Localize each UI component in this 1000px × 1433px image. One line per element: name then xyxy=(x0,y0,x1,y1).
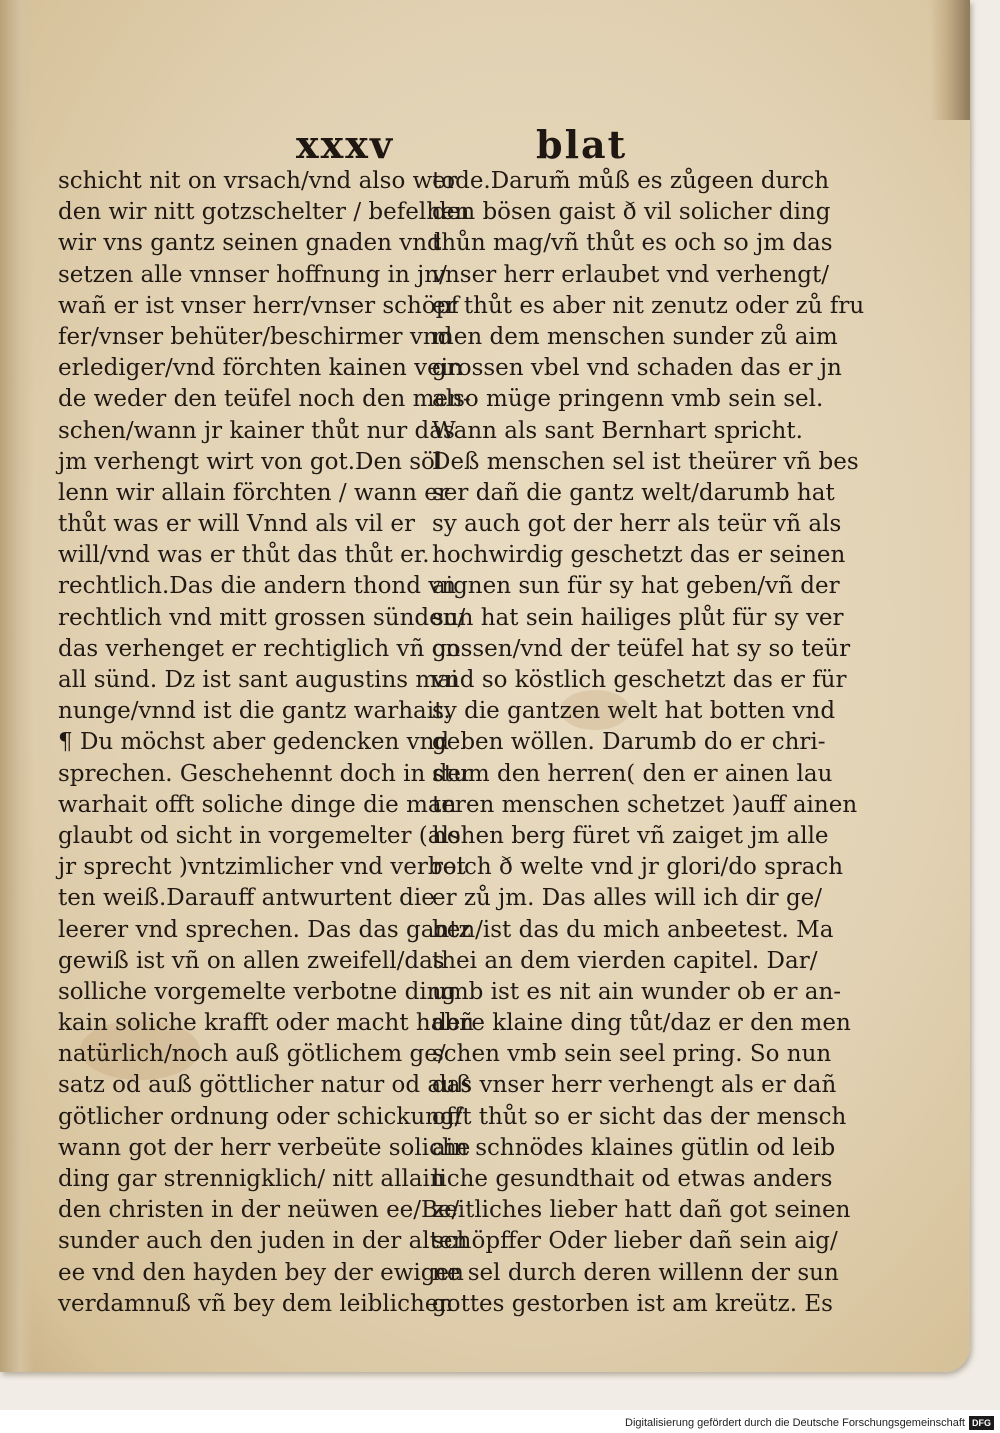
right-column-line: schen vmb sein seel pring. So nun xyxy=(432,1041,832,1068)
left-column-line: wann got der herr verbeüte soliche xyxy=(58,1134,471,1161)
right-column-line: zeitliches lieber hatt dañ got seinen xyxy=(432,1197,851,1224)
right-column-line: thei an dem vierden capitel. Dar/ xyxy=(432,947,818,974)
right-column-line: also müge pringenn vmb sein sel. xyxy=(432,386,824,413)
right-column-line: stum den herren( den er ainen lau xyxy=(432,760,833,787)
left-column-line: jm verhengt wirt von got.Den söl xyxy=(58,448,443,475)
right-column-line: ben/ist das du mich anbeetest. Ma xyxy=(432,916,834,943)
left-column-line: schen/wann jr kainer thůt nur das xyxy=(58,417,455,444)
right-column-line: schöpffer Oder lieber dañ sein aig/ xyxy=(432,1228,838,1255)
left-column-line: verdamnuß vñ bey dem leiblichen xyxy=(58,1290,454,1317)
left-column-line: ding gar strennigklich/ nitt allain xyxy=(58,1166,445,1192)
left-column-line: warhait offt soliche dinge die man xyxy=(58,791,457,818)
folio-number: xxxv xyxy=(296,122,395,167)
right-column-line: sy auch got der herr als teür vñ als xyxy=(432,511,842,538)
left-column-line: nunge/vnnd ist die gantz warhait. xyxy=(58,698,451,725)
left-column-line: schicht nit on vrsach/vnd also wer xyxy=(58,168,457,194)
left-column-line: solliche vorgemelte verbotne ding xyxy=(58,978,457,1005)
right-column-line: ain schnödes klaines gütlin od leib xyxy=(432,1134,836,1161)
right-text-column xyxy=(432,166,865,1320)
left-column-line: setzen alle vnnser hoffnung in jn/ xyxy=(58,261,447,288)
left-column-line: sprechen. Geschehennt doch in der xyxy=(58,760,472,787)
right-column-line: liche gesundthait od etwas anders xyxy=(432,1166,833,1192)
left-column-line: gewiß ist vñ on allen zweifell/das xyxy=(58,947,445,974)
right-column-line: hochwirdig geschetzt das er seinen xyxy=(432,542,846,569)
credit-text: Digitalisierung gefördert durch die Deutsche Forschungsgemeinschaft xyxy=(625,1417,965,1429)
left-column-line: rechtlich.Das die andern thond vn xyxy=(58,573,457,600)
left-column-line: rechtlich vnd mitt grossen sünden/ xyxy=(58,604,466,631)
page-heading-blat: blat xyxy=(536,122,628,167)
left-column-line: satz od auß göttlicher natur od auß xyxy=(58,1072,472,1099)
right-column-line: reich ð welte vnd jr glori/do sprach xyxy=(432,854,844,881)
right-column-line: tode.Darum̃ můß es zůgeen durch xyxy=(432,168,830,194)
right-column-line: offt thůt so er sicht das der mensch xyxy=(432,1103,847,1130)
right-column-line: vnd so köstlich geschetzt das er für xyxy=(432,667,847,693)
left-column-line: thůt was er will Vnnd als vil er xyxy=(58,511,415,538)
right-column-line: den bösen gaist ð vil solicher ding xyxy=(432,199,831,226)
left-column-line: ¶ Du möchst aber gedencken vnd xyxy=(58,729,450,756)
left-column-line: kain soliche krafft oder macht habñ xyxy=(58,1010,474,1037)
left-column-line: de weder den teüfel noch den men- xyxy=(58,386,471,413)
page-gutter-shadow xyxy=(0,0,34,1372)
left-column-line: ee vnd den hayden bey der ewigen xyxy=(58,1259,464,1286)
left-column-line: den wir nitt gotzschelter / befelhen xyxy=(58,199,470,226)
right-column-line: gottes gestorben ist am kreütz. Es xyxy=(432,1290,833,1317)
right-column-line: vnser herr erlaubet vnd verhengt/ xyxy=(432,261,830,288)
left-column-line: jr sprecht )vntzimlicher vnd verbot xyxy=(58,854,466,881)
right-column-line: dere klaine ding tůt/daz er den men xyxy=(432,1010,851,1037)
left-column-line: leerer vnd sprechen. Das das gantz xyxy=(58,916,471,943)
left-column-line: will/vnd was er thůt das thůt er. xyxy=(58,542,430,569)
right-column-line: men dem menschen sunder zů aim xyxy=(432,323,838,350)
right-column-line: er zů jm. Das alles will ich dir ge/ xyxy=(432,885,823,912)
left-column-line: all sünd. Dz ist sant augustins mai xyxy=(58,667,459,693)
left-column-line: natürlich/noch auß götlichem ge/ xyxy=(58,1041,446,1068)
left-column-line: den christen in der neüwen ee/Be/ xyxy=(58,1197,460,1224)
right-column-line: sun hat sein hailiges plůt für sy ver xyxy=(432,604,844,631)
right-column-line: Wann als sant Bernhart spricht. xyxy=(432,417,803,444)
right-column-line: aignen sun für sy hat geben/vñ der xyxy=(432,573,840,600)
left-column-line: fer/vnser behüter/beschirmer vnd xyxy=(58,323,453,350)
left-column-line: lenn wir allain förchten / wann er xyxy=(58,479,449,506)
right-column-line: umb ist es nit ain wunder ob er an- xyxy=(432,978,842,1005)
right-column-line: Deß menschen sel ist theürer vñ bes xyxy=(432,448,859,475)
left-column-line: ten weiß.Darauff antwurtent die xyxy=(58,885,435,912)
left-column-line: erlediger/vnd förchten kainen vein xyxy=(58,355,463,382)
left-column-line: glaubt od sicht in vorgemelter (als xyxy=(58,822,461,849)
right-column-line: thůn mag/vñ thůt es och so jm das xyxy=(432,230,833,257)
left-column-line: götlicher ordnung oder schickung/ xyxy=(58,1103,463,1130)
right-column-line: ne sel durch deren willenn der sun xyxy=(432,1259,839,1286)
right-column-line: gossen/vnd der teüfel hat sy so teür xyxy=(432,635,851,662)
left-column-line: wañ er ist vnser herr/vnser schöpf xyxy=(58,292,459,319)
right-column-line: er thůt es aber nit zenutz oder zů fru xyxy=(432,292,865,319)
right-column-line: hohen berg füret vñ zaiget jm alle xyxy=(432,822,829,849)
left-text-column xyxy=(58,166,474,1320)
dfg-logo: DFG xyxy=(969,1416,994,1430)
left-column-line: das verhenget er rechtiglich vñ on xyxy=(58,635,461,662)
right-column-line: geben wöllen. Darumb do er chri- xyxy=(432,729,826,756)
right-column-line: sy die gantzen welt hat botten vnd xyxy=(432,698,836,725)
right-column-line: das vnser herr verhengt als er dañ xyxy=(432,1072,837,1099)
right-column-line: grossen vbel vnd schaden das er jn xyxy=(432,355,842,382)
left-column-line: sunder auch den juden in der alten xyxy=(58,1228,468,1255)
page-edge-shadow xyxy=(930,0,970,120)
right-column-line: ser dañ die gantz welt/darumb hat xyxy=(432,479,835,506)
right-column-line: teren menschen schetzet )auff ainen xyxy=(432,791,858,818)
digitization-credit xyxy=(590,1414,1000,1433)
left-column-line: wir vns gantz seinen gnaden vnd xyxy=(58,230,442,257)
